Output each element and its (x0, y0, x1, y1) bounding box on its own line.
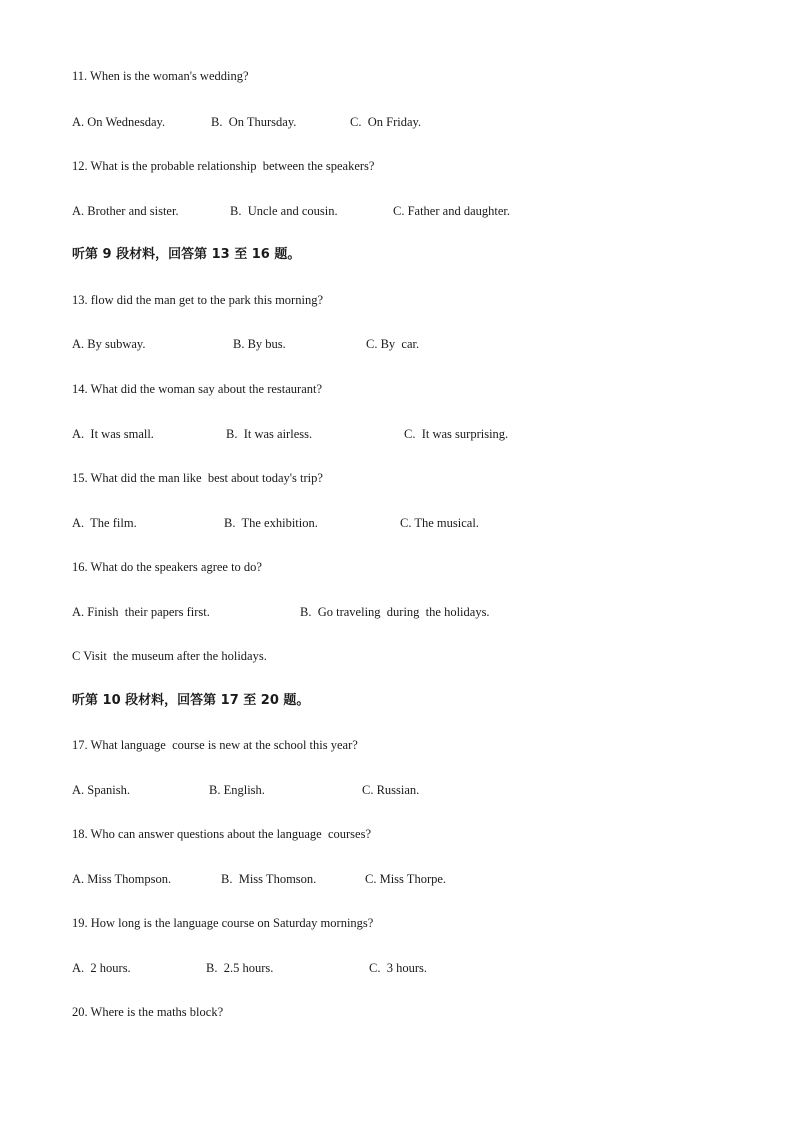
option-16-c: C Visit the museum after the holidays. (72, 649, 267, 663)
section-heading-10: 听第 10 段材料，回答第 17 至 20 题。 (72, 693, 310, 708)
option-14-a: A. It was small. (72, 427, 154, 441)
option-19-c: C. 3 hours. (369, 961, 427, 975)
question-13: 13. flow did the man get to the park this morning? (72, 293, 323, 307)
option-18-b: B. Miss Thomson. (221, 872, 317, 886)
question-15: 15. What did the man like best about today's trip? (72, 471, 323, 485)
option-14-b: B. It was airless. (226, 427, 313, 441)
question-17: 17. What language course is new at the school this year? (72, 738, 358, 752)
option-17-a: A. Spanish. (72, 783, 130, 797)
option-13-b: B. By bus. (233, 337, 286, 351)
question-20: 20. Where is the maths block? (72, 1005, 224, 1019)
option-19-a: A. 2 hours. (72, 961, 131, 975)
option-17-c: C. Russian. (362, 783, 420, 797)
option-15-b: B. The exhibition. (224, 516, 318, 530)
option-11-b: B. On Thursday. (211, 115, 297, 129)
question-11: 11. When is the woman's wedding? (72, 69, 249, 83)
question-19: 19. How long is the language course on Saturday mornings? (72, 916, 374, 930)
option-16-b: B. Go traveling during the holidays. (300, 605, 490, 619)
option-19-b: B. 2.5 hours. (206, 961, 274, 975)
option-18-c: C. Miss Thorpe. (365, 872, 447, 886)
section-heading-9: 听第 9 段材料，回答第 13 至 16 题。 (72, 247, 301, 262)
option-13-c: C. By car. (366, 337, 420, 351)
option-12-b: B. Uncle and cousin. (230, 204, 338, 218)
option-13-a: A. By subway. (72, 337, 146, 351)
option-12-c: C. Father and daughter. (393, 204, 510, 218)
option-12-a: A. Brother and sister. (72, 204, 179, 218)
option-11-c: C. On Friday. (350, 115, 422, 129)
option-11-a: A. On Wednesday. (72, 115, 166, 129)
option-16-a: A. Finish their papers first. (72, 605, 210, 619)
option-18-a: A. Miss Thompson. (72, 872, 172, 886)
option-15-c: C. The musical. (400, 516, 479, 530)
question-16: 16. What do the speakers agree to do? (72, 560, 262, 574)
question-12: 12. What is the probable relationship between the speakers? (72, 159, 375, 173)
question-18: 18. Who can answer questions about the language courses? (72, 827, 371, 841)
option-15-a: A. The film. (72, 516, 137, 530)
option-14-c: C. It was surprising. (404, 427, 509, 441)
option-17-b: B. English. (209, 783, 265, 797)
question-14: 14. What did the woman say about the restaurant? (72, 382, 323, 396)
